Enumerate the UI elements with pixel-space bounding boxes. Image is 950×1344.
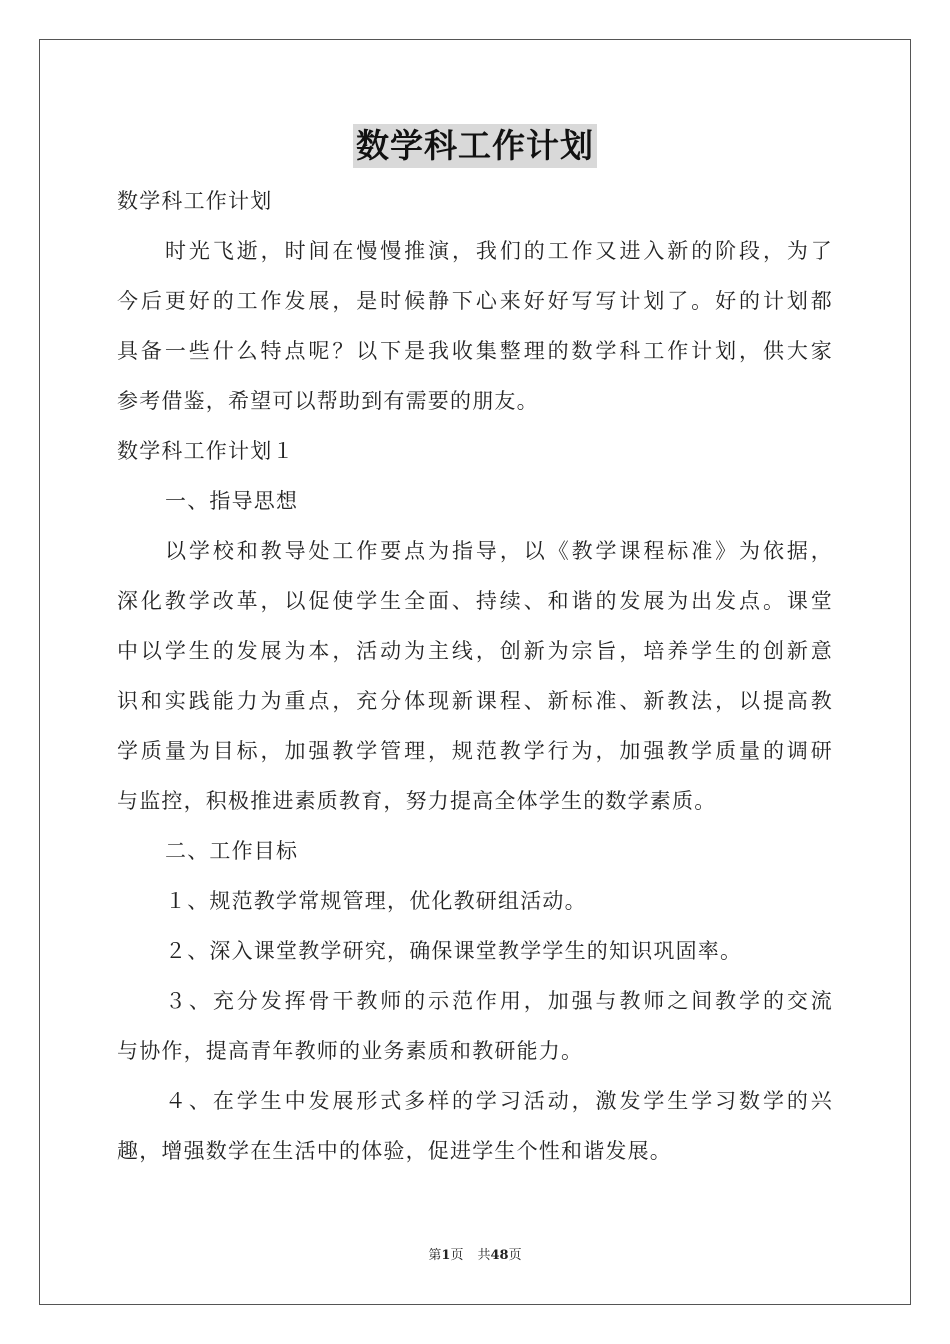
- subtitle-line: 数学科工作计划: [117, 189, 273, 213]
- paragraph-line: 以学校和教导处工作要点为指导，以《教学课程标准》为依据，: [165, 539, 833, 563]
- paragraph-line: 与监控，积极推进素质教育，努力提高全体学生的数学素质。: [117, 789, 717, 813]
- document-title: 数学科工作计划: [353, 124, 597, 168]
- page-number: 1: [441, 1248, 451, 1263]
- list-item: ３、充分发挥骨干教师的示范作用，加强与教师之间教学的交流: [165, 989, 833, 1013]
- total-pages: 48: [490, 1248, 509, 1263]
- subsection-heading: 二、工作目标: [165, 839, 299, 863]
- list-item: ２、深入课堂教学研究，确保课堂教学学生的知识巩固率。: [165, 939, 743, 963]
- paragraph-line: 识和实践能力为重点，充分体现新课程、新标准、新教法，以提高教: [117, 689, 833, 713]
- paragraph-line: 学质量为目标，加强教学管理，规范教学行为，加强教学质量的调研: [117, 739, 833, 763]
- page-prefix: 第: [428, 1248, 442, 1263]
- paragraph-line: 中以学生的发展为本，活动为主线，创新为宗旨，培养学生的创新意: [117, 639, 833, 663]
- total-prefix: 共: [477, 1248, 491, 1263]
- section-heading: 数学科工作计划１: [117, 439, 295, 463]
- list-item-continuation: 与协作，提高青年教师的业务素质和教研能力。: [117, 1039, 584, 1063]
- page-footer: [0, 1246, 950, 1266]
- total-suffix: 页: [508, 1248, 522, 1263]
- title-area: [0, 124, 950, 168]
- paragraph-line: 深化教学改革，以促使学生全面、持续、和谐的发展为出发点。课堂: [117, 589, 833, 613]
- list-item: ４、在学生中发展形式多样的学习活动，激发学生学习数学的兴: [165, 1089, 833, 1113]
- list-item-continuation: 趣，增强数学在生活中的体验，促进学生个性和谐发展。: [117, 1139, 672, 1163]
- subsection-heading: 一、指导思想: [165, 489, 299, 513]
- paragraph-line: 时光飞逝，时间在慢慢推演，我们的工作又进入新的阶段，为了: [165, 239, 833, 263]
- paragraph-line: 今后更好的工作发展，是时候静下心来好好写写计划了。好的计划都: [117, 289, 833, 313]
- paragraph-line: 参考借鉴，希望可以帮助到有需要的朋友。: [117, 389, 539, 413]
- document-body: [117, 176, 833, 1176]
- paragraph-line: 具备一些什么特点呢？以下是我收集整理的数学科工作计划，供大家: [117, 339, 833, 363]
- list-item: １、规范教学常规管理，优化教研组活动。: [165, 889, 587, 913]
- page-suffix: 页: [450, 1248, 464, 1263]
